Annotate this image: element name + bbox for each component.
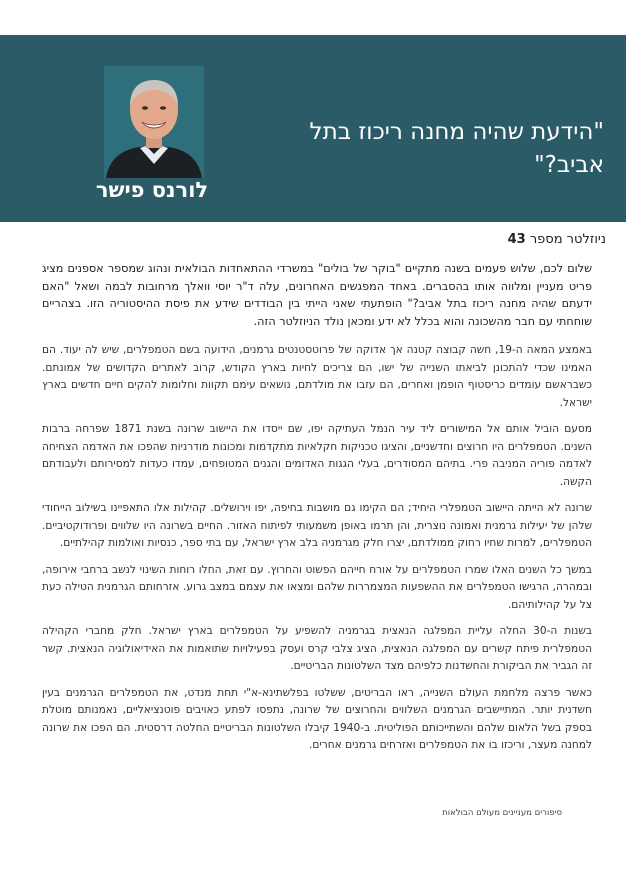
article-paragraph: כאשר פרצה מלחמת העולם השנייה, ראו הבריטים, ששלטו בפלשתינא-א"י תחת מנדט, את הטמפלרים הגרמנים בעין חשדנית יותר. המתיישבים הגרמנים השלווים והחרוצים של שרונה, נתפסו לפתע כאויבים פוטנציאליים, נאמנותם מוטלת בספק בשל הלאום שלהם והשתייכותם הפוליטית. ב-1940 קיבלו השלטונות הבריטיים החלטה דרסטית. הם הפכו את שרונה למחנה מעצר, וריכזו בו את הטמפלרים ואזרחים גרמנים אחרים. [42, 686, 592, 751]
article-paragraph: מסעם הוביל אותם אל המישורים ליד עיר הנמל העתיקה יפו, שם ייסדו את היישוב שרונה בשנת 1871 שפרחה ברבות השנים. הטמפלרים היו חרוצים וחדשניים, והציגו טכניקות חקלאיות מתקדמות ומכונות מודרניות שהפכו את האדמה הצחיחה לאדמה פוריה המניבה פרי. בתיהם המסודרים, בעלי הגגות האדומים והגנים המטופחים, עמדו כעדות למסירותם ולעבודתם הקשה. [42, 423, 592, 488]
article-body [42, 260, 592, 764]
article-paragraph: בשנות ה-30 החלה עליית המפלגה הנאצית בגרמניה להשפיע על הטמפלרים בארץ ישראל. חלק מחברי הקהילה הטמפלרית פיתח קשרים עם המפלגה הנאצית, הציג צלבי קרס ועסק בפעילויות שתואמות את האידיאולוגיה הנאצית. קשר זה הגביר את הביקורת והחשדנות כלפיהם מצד השלטונות הבריטיים. [42, 625, 592, 672]
newsletter-label: ניוזלטר מספר [529, 232, 606, 247]
page-footer: סיפורים מעניינים מעולם הבולאות [442, 808, 562, 818]
page-title: "הידעת שהיה מחנה ריכוז בתל אביב?" [309, 119, 604, 178]
newsletter-issue [508, 232, 606, 247]
author-photo [104, 66, 204, 178]
article-paragraph: במשך כל השנים האלו שמרו הטמפלרים על אורח חייהם הפשוט והחרוץ. עם זאת, החלו רוחות השינוי לנשב ברחבי אירופה, ובמהרה, הרגישו הטמפלרים את ההשפעות המצמררות שלהם ומצאו את עצמם במצב גרוע. אזרחותם הגרמנית הטילה כעת צל על קהילותיהם. [42, 563, 592, 611]
newsletter-number: 43 [507, 232, 526, 247]
article-paragraph: באמצע המאה ה-19, חשה קבוצה קטנה אך אדוקה של פרוטסטנטים גרמנים, הידועה בשם הטמפלרים, שיש לה יעוד. הם האמינו שכדי להתכונן לביאתו השנייה של ישו, הם צריכים לחיות בארץ הקודש, קרוב לאתרים הקדושים של אמונתם. כשבראשם עומדים כריסטוף הופמן ואחרים, הם עזבו את מולדתם, נושאים עימם תקוות וחלומות להקים חיים חדשים בארץ ישראל. [42, 344, 592, 409]
article-paragraph: שרונה לא הייתה היישוב הטמפלרי היחיד; הם הקימו גם מושבות בחיפה, יפו וירושלים. קהילות אלו התאפיינו בשילוב הייחודי שלהן של יעילות גרמנית ואמונה נוצרית, והן תרמו באופן משמעותי לפיתוח האזור. החיים בשרונה היו שלווים ופרודוקטיביים. הטמפלרים, למרות שחיו רחוק ממולדתם, יצרו חלק מגרמניה בלב ארץ ישראל, עם בתי ספר, כנסיות ואולמות קהילתיים. [42, 502, 592, 549]
article-paragraph: שלום לכם, שלוש פעמים בשנה מתקיים "בוקר של בולים" במשרדי ההתאחדות הבולאית ונהוג שמספר אספנים מציג פריט מעניין ומלווה אותו בהסברים. באחד המפגשים האחרונים, עלה ד"ר יוסי וואלך מרחובות לבמה ושאל "האם ידעתם שהיה מחנה ריכוז בתל אביב?" הופתעתי שאני הייתי בין הבודדים שידע את פיסת ההיסטוריה הזו. בצהריים שוחחתי עם חבר מהשכונה והוא בכלל לא ידע ומכאן נולד הניוזלטר הזה. [42, 262, 592, 328]
author-name: לורנס פישר [95, 178, 209, 202]
portrait-image [104, 66, 204, 178]
